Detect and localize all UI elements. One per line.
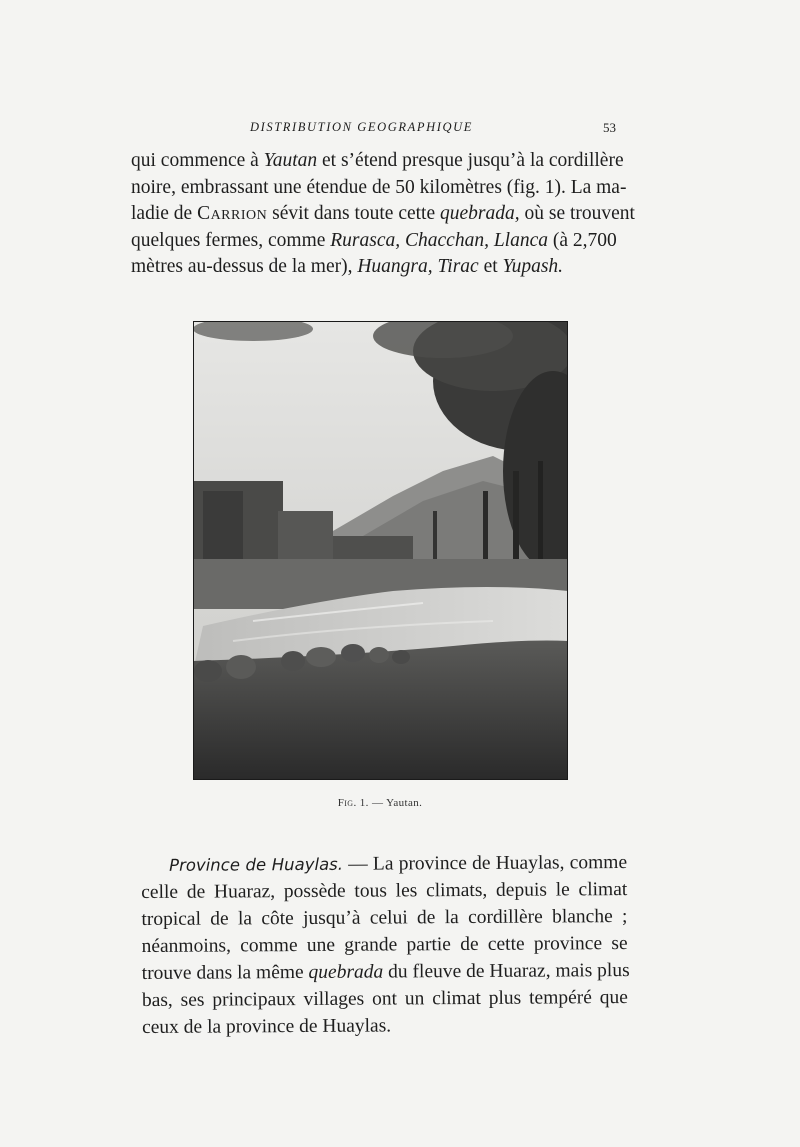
text-run: du fleuve de Huaraz, mais plus — [383, 960, 630, 983]
text-line — [131, 254, 614, 281]
caption-label: Fig. 1. — [337, 797, 369, 809]
place-name: Yupash. — [502, 256, 564, 277]
text-line — [131, 228, 617, 255]
text-line — [131, 148, 624, 175]
text-line — [142, 984, 628, 1014]
place-name: Yautan — [263, 150, 318, 171]
text-run: tropical de la côte jusqu’à celui de la cordillère blanche ; — [141, 906, 628, 930]
text-run: — La province de Huaylas, comme — [342, 852, 628, 875]
running-title: DISTRIBUTION GEOGRAPHIQUE — [250, 120, 473, 134]
text-run: noire, embrassant une étendue de 50 kilomètres (fig. 1). La ma- — [131, 176, 627, 198]
text-run: néanmoins, comme une grande partie de cette province se — [141, 933, 628, 957]
caption-text: Yautan. — [386, 797, 423, 809]
text-line — [142, 957, 628, 987]
text-run: quelques fermes, comme — [131, 229, 331, 251]
figure-caption — [300, 797, 460, 809]
section-heading: Province de Huaylas. — [169, 854, 344, 875]
place-names: Huangra, Tirac — [357, 256, 479, 277]
text-run: mètres au-dessus de la mer), — [131, 256, 358, 277]
italic-term: quebrada, — [440, 203, 520, 224]
text-run: et s’étend presque jusqu’à la cordillère — [317, 150, 624, 171]
text-line — [141, 930, 627, 960]
text-line — [141, 876, 627, 906]
text-run: où se trouvent — [519, 203, 635, 224]
page-number: 53 — [603, 120, 616, 135]
italic-term: quebrada — [308, 961, 384, 983]
text-run: sévit dans toute cette — [267, 203, 440, 224]
person-name: Carrion — [197, 203, 268, 224]
text-line — [141, 903, 627, 933]
running-head — [250, 120, 616, 138]
text-run: trouve dans la même — [141, 961, 309, 984]
landscape-photo — [193, 321, 568, 780]
text-line — [142, 1011, 628, 1041]
text-run: et — [478, 256, 503, 277]
text-run: ceux de la province de Huaylas. — [142, 1015, 392, 1038]
paragraph-1 — [131, 148, 635, 281]
figure-photo-yautan — [193, 321, 568, 780]
text-run: ladie de — [131, 203, 198, 224]
text-line — [131, 201, 635, 228]
caption-separator: — — [368, 797, 387, 809]
text-run: qui commence à — [131, 150, 264, 171]
text-line — [141, 849, 627, 879]
text-run: (à 2,700 — [548, 229, 617, 251]
text-line — [131, 175, 627, 202]
place-names: Rurasca, Chacchan, Llanca — [330, 229, 548, 251]
text-run: bas, ses principaux villages ont un climat plus tempéré que — [141, 987, 628, 1011]
text-run: celle de Huaraz, possède tous les climats, depuis le climat — [141, 879, 628, 903]
paragraph-2 — [141, 849, 628, 1041]
